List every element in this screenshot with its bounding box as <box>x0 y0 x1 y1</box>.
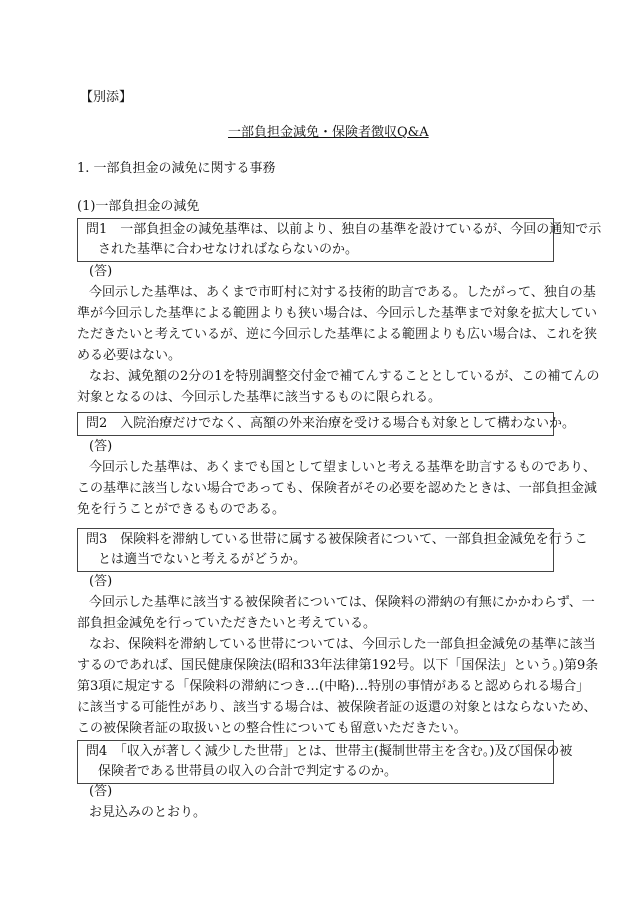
answer-line: この基準に該当しない場合であっても、保険者がその必要を認めたときは、一部負担金減 <box>77 481 597 496</box>
answer-line: ただきたいと考えているが、逆に今回示した基準による範囲よりも広い場合は、これを狭 <box>77 327 598 342</box>
answer-3 <box>77 571 598 739</box>
answer-label: (答) <box>89 439 113 454</box>
question-box-3 <box>77 528 588 572</box>
answer-2 <box>77 436 597 520</box>
question-line: 問4 「収入が著しく減少した世帯」とは、世帯主(擬制世帯主を含む。)及び国保の被 <box>86 744 573 759</box>
answer-line: 第3項に規定する「保険料の滞納につき…(中略)…特別の事情があると認められる場合」 <box>77 679 590 694</box>
answer-line: 免を行うことができるものである。 <box>77 502 286 517</box>
question-box-1 <box>77 218 602 262</box>
question-line: 問3 保険料を滞納している世帯に属する被保険者について、一部負担金減免を行うこ <box>86 532 588 547</box>
question-line: 問1 一部負担金の減免基準は、以前より、独自の基準を設けているが、今回の通知で示 <box>86 222 602 237</box>
answer-line: に該当する可能性があり、該当する場合は、被保険者証の返還の対象とはならないため、 <box>77 700 597 715</box>
answer-line: この被保険者証の取扱いとの整合性についても留意いただきたい。 <box>77 721 467 736</box>
subsection-heading: (1)一部負担金の減免 <box>77 199 200 214</box>
answer-line: 今回示した基準は、あくまで市町村に対する技術的助言である。したがって、独自の基 <box>89 285 596 300</box>
answer-line: 今回示した基準は、あくまでも国として望ましいと考える基準を助言するものであり、 <box>89 460 597 475</box>
answer-line: 準が今回示した基準による範囲よりも狭い場合は、今回示した基準まで対象を拡大してい <box>77 306 598 321</box>
answer-label: (答) <box>89 264 113 279</box>
answer-line: 対象となるのは、今回示した基準に該当するものに限られる。 <box>77 390 442 405</box>
section-heading: 1. 一部負担金の減免に関する事務 <box>77 161 276 176</box>
answer-label: (答) <box>89 574 113 589</box>
answer-line: なお、保険料を滞納している世帯については、今回示した一部負担金減免の基準に該当 <box>89 637 596 652</box>
answer-line: 部負担金減免を行っていただきたいと考えている。 <box>77 616 377 631</box>
answer-line: なお、減免額の2分の1を特別調整交付金で補てんすることとしているが、この補てんの <box>89 369 600 384</box>
question-line: された基準に合わせなければならないのか。 <box>98 242 359 257</box>
question-line: 問2 入院治療だけでなく、高額の外来治療を受ける場合も対象として構わないか。 <box>86 416 576 431</box>
question-box-4 <box>77 740 573 784</box>
attachment-label: 【別添】 <box>80 90 133 105</box>
answer-label: (答) <box>89 784 113 799</box>
document-title: 一部負担金減免・保険者徴収Q&A <box>228 125 429 140</box>
answer-line: める必要はない。 <box>77 348 182 363</box>
question-line: とは適当でないと考えるがどうか。 <box>98 552 307 567</box>
answer-line: お見込みのとおり。 <box>89 805 207 820</box>
answer-line: 今回示した基準に該当する被保険者については、保険料の滞納の有無にかかわらず、一 <box>89 595 595 610</box>
answer-4 <box>77 781 206 823</box>
question-line: 保険者である世帯員の収入の合計で判定するのか。 <box>98 764 398 779</box>
answer-line: するのであれば、国民健康保険法(昭和33年法律第192号。以下「国保法」という。)第9条 <box>77 658 599 673</box>
answer-1 <box>77 261 600 408</box>
question-box-2 <box>77 412 576 436</box>
